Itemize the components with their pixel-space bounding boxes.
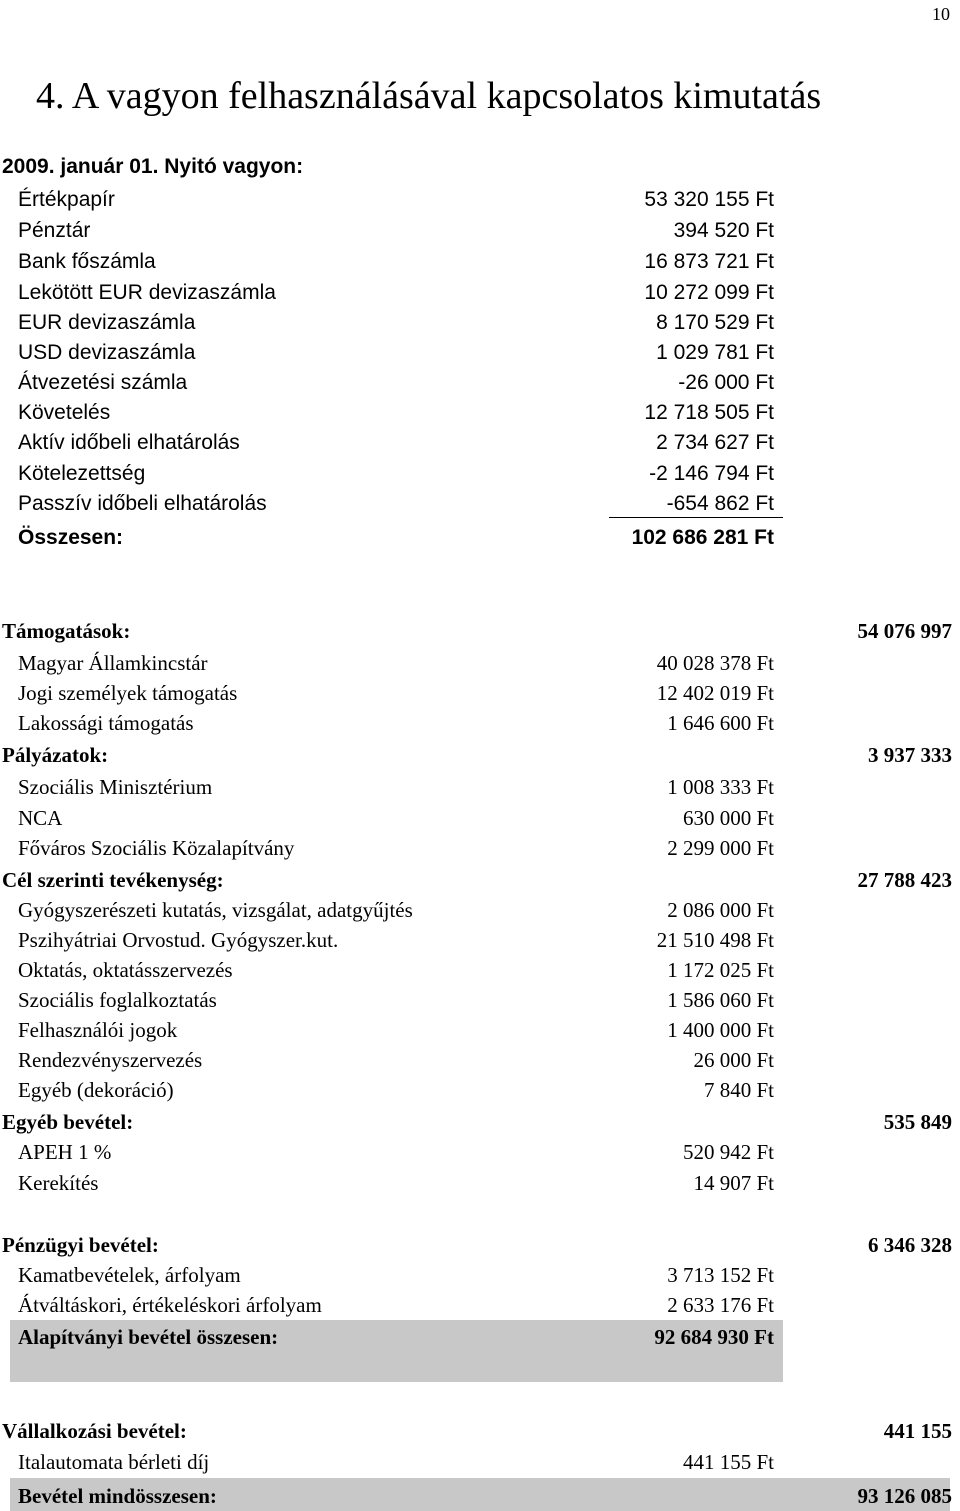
page-number: 10 [932,4,950,24]
list-item [0,247,960,277]
item-label: Értékpapír [18,188,115,211]
item-amount: -654 862 Ft [666,492,774,515]
item-label: Egyéb (dekoráció) [18,1078,174,1102]
grand-total-row [0,1481,960,1511]
item-amount: 21 510 498 Ft [656,928,774,952]
item-label: Szociális Minisztérium [18,775,213,799]
item-amount: -26 000 Ft [678,371,774,394]
section-label: Pályázatok: [2,743,109,767]
list-item [0,278,960,308]
section-header [0,1107,960,1137]
section-header [0,616,960,646]
item-label: Gyógyszerészeti kutatás, vizsgálat, adatgyűjtés [18,898,413,922]
list-item [0,1075,960,1105]
item-amount: 3 713 152 Ft [667,1263,774,1287]
list-item [0,1290,960,1320]
item-label: Pénztár [18,219,91,242]
item-amount: 1 586 060 Ft [667,988,774,1012]
item-label: Passzív időbeli elhatárolás [18,492,267,515]
list-item [0,1260,960,1290]
item-label: Követelés [18,401,111,424]
list-item [0,368,960,398]
opening-total-row [0,523,960,553]
list-item [0,803,960,833]
total-label: Összesen: [18,526,124,549]
grand-total-amount: 93 126 085 [857,1484,952,1508]
list-item [0,678,960,708]
section-header [0,740,960,770]
item-amount: 12 402 019 Ft [656,681,774,705]
list-item [0,1447,960,1477]
item-label: Szociális foglalkoztatás [18,988,217,1012]
item-amount: 441 155 Ft [682,1450,774,1474]
list-item [0,308,960,338]
item-amount: 2 734 627 Ft [656,431,774,454]
item-amount: 7 840 Ft [703,1078,774,1102]
item-label: EUR devizaszámla [18,311,196,334]
list-item [0,459,960,489]
list-item [0,1015,960,1045]
item-label: Átvezetési számla [18,371,188,394]
list-item [0,833,960,863]
item-label: Lakossági támogatás [18,711,194,735]
section-label: Cél szerinti tevékenység: [2,868,224,892]
item-amount: 16 873 721 Ft [644,250,774,273]
section-label: Egyéb bevétel: [2,1110,134,1134]
item-amount: 40 028 378 Ft [656,651,774,675]
item-label: Felhasználói jogok [18,1018,178,1042]
item-label: Rendezvényszervezés [18,1048,203,1072]
list-item [0,955,960,985]
list-item [0,772,960,802]
item-amount: 1 646 600 Ft [667,711,774,735]
item-amount: 520 942 Ft [682,1140,774,1164]
item-amount: 1 172 025 Ft [667,958,774,982]
section-header [0,865,960,895]
list-item [0,398,960,428]
item-amount: 8 170 529 Ft [656,311,774,334]
item-amount: 2 633 176 Ft [667,1293,774,1317]
list-item [0,216,960,246]
item-amount: -2 146 794 Ft [649,462,774,485]
section-header [0,1416,960,1446]
item-label: NCA [18,806,63,830]
foundation-total-row [0,1322,960,1352]
section-total: 27 788 423 [857,868,952,892]
section-label: Vállalkozási bevétel: [2,1419,187,1443]
item-label: Magyar Államkincstár [18,651,208,675]
item-label: Jogi személyek támogatás [18,681,238,705]
section-total: 441 155 [883,1419,952,1443]
item-amount: 1 029 781 Ft [656,341,774,364]
item-label: Italautomata bérleti díj [18,1450,210,1474]
section-header [0,1230,960,1260]
item-label: Átváltáskori, értékeléskori árfolyam [18,1293,322,1317]
item-label: Bank főszámla [18,250,156,273]
section-total: 535 849 [883,1110,952,1134]
item-label: Kerekítés [18,1171,99,1195]
page-title: 4. A vagyon felhasználásával kapcsolatos kimutatás [36,75,822,117]
item-label: Pszihyátriai Orvostud. Gyógyszer.kut. [18,928,339,952]
list-item [0,338,960,368]
opening-title: 2009. január 01. Nyitó vagyon: [2,155,304,178]
grand-total-label: Bevétel mindösszesen: [18,1484,217,1508]
item-amount: 10 272 099 Ft [644,281,774,304]
list-item [0,925,960,955]
item-label: USD devizaszámla [18,341,196,364]
total-amount: 102 686 281 Ft [631,526,774,549]
section-label: Támogatások: [2,619,131,643]
list-item [0,895,960,925]
item-amount: 2 086 000 Ft [667,898,774,922]
item-label: Főváros Szociális Közalapítvány [18,836,295,860]
item-amount: 394 520 Ft [673,219,774,242]
item-amount: 26 000 Ft [693,1048,774,1072]
list-item [0,489,960,519]
total-amount: 92 684 930 Ft [654,1325,774,1349]
item-amount: 1 400 000 Ft [667,1018,774,1042]
section-total: 6 346 328 [868,1233,952,1257]
list-item [0,1168,960,1198]
item-label: Aktív időbeli elhatárolás [18,431,240,454]
list-item [0,648,960,678]
item-label: Kamatbevételek, árfolyam [18,1263,241,1287]
list-item [0,185,960,215]
section-label: Pénzügyi bevétel: [2,1233,159,1257]
item-amount: 1 008 333 Ft [667,775,774,799]
item-label: Kötelezettség [18,462,146,485]
item-label: APEH 1 % [18,1140,112,1164]
list-item [0,985,960,1015]
item-amount: 14 907 Ft [693,1171,774,1195]
item-label: Lekötött EUR devizaszámla [18,281,276,304]
item-amount: 53 320 155 Ft [644,188,774,211]
sum-divider [609,517,783,518]
list-item [0,708,960,738]
total-label: Alapítványi bevétel összesen: [18,1325,279,1349]
item-label: Oktatás, oktatásszervezés [18,958,233,982]
item-amount: 630 000 Ft [682,806,774,830]
list-item [0,428,960,458]
list-item [0,1045,960,1075]
item-amount: 12 718 505 Ft [644,401,774,424]
section-total: 3 937 333 [868,743,952,767]
item-amount: 2 299 000 Ft [667,836,774,860]
section-total: 54 076 997 [857,619,952,643]
list-item [0,1137,960,1167]
